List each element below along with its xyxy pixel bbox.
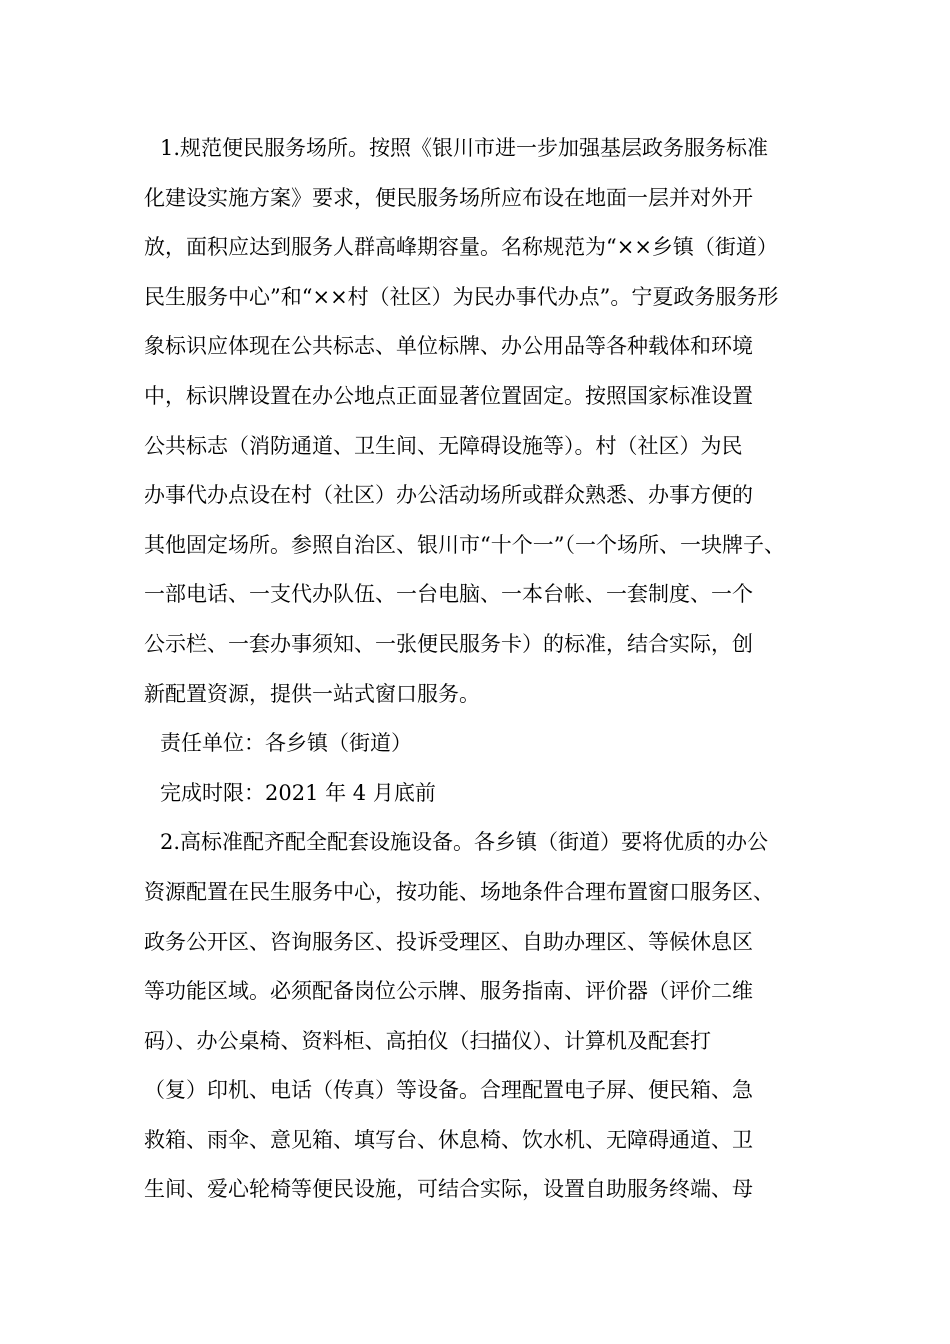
- paragraph-line: 中，标识牌设置在办公地点正面显著位置固定。按照国家标准设置: [144, 383, 753, 408]
- paragraph-line: 等功能区域。必须配备岗位公示牌、服务指南、评价器（评价二维: [144, 979, 753, 1004]
- paragraph-line: 生间、爱心轮椅等便民设施，可结合实际，设置自助服务终端、母: [144, 1177, 753, 1202]
- paragraph-line: 办事代办点设在村（社区）办公活动场所或群众熟悉、办事方便的: [144, 483, 753, 508]
- paragraph-line: 放，面积应达到服务人群高峰期容量。名称规范为“××乡镇（街道）: [144, 235, 778, 260]
- deadline-line: 完成时限：2021 年 4 月底前: [160, 780, 436, 805]
- paragraph-line: 象标识应体现在公共标志、单位标牌、办公用品等各种载体和环境: [144, 334, 753, 359]
- paragraph-line: 公共标志（消防通道、卫生间、无障碍设施等）。村（社区）为民: [144, 433, 743, 458]
- paragraph-line: 2.高标准配齐配全配套设施设备。各乡镇（街道）要将优质的办公: [160, 830, 769, 855]
- paragraph-line: 化建设实施方案》要求，便民服务场所应布设在地面一层并对外开: [144, 185, 753, 210]
- paragraph-line: 资源配置在民生服务中心，按功能、场地条件合理布置窗口服务区、: [144, 879, 774, 904]
- paragraph-line: 一部电话、一支代办队伍、一台电脑、一本台帐、一套制度、一个: [144, 582, 753, 607]
- paragraph-line: 民生服务中心”和“××村（社区）为民办事代办点”。宁夏政务服务形: [144, 284, 779, 309]
- paragraph-line: 码）、办公桌椅、资料柜、高拍仪（扫描仪）、计算机及配套打: [144, 1028, 711, 1053]
- paragraph-line: 政务公开区、咨询服务区、投诉受理区、自助办理区、等候休息区: [144, 929, 753, 954]
- paragraph-line: 新配置资源，提供一站式窗口服务。: [144, 681, 480, 706]
- paragraph-line: 1.规范便民服务场所。按照《银川市进一步加强基层政务服务标准: [160, 136, 769, 160]
- paragraph-line: 救箱、雨伞、意见箱、填写台、休息椅、饮水机、无障碍通道、卫: [144, 1127, 753, 1152]
- document-body: [144, 124, 824, 1215]
- paragraph-line: 公示栏、一套办事须知、一张便民服务卡）的标准，结合实际，创: [144, 631, 753, 656]
- paragraph-line: 其他固定场所。参照自治区、银川市“十个一”（一个场所、一块牌子、: [144, 532, 785, 557]
- paragraph-line: （复）印机、电话（传真）等设备。合理配置电子屏、便民箱、急: [144, 1078, 753, 1103]
- responsible-unit-line: 责任单位：各乡镇（街道）: [160, 731, 412, 756]
